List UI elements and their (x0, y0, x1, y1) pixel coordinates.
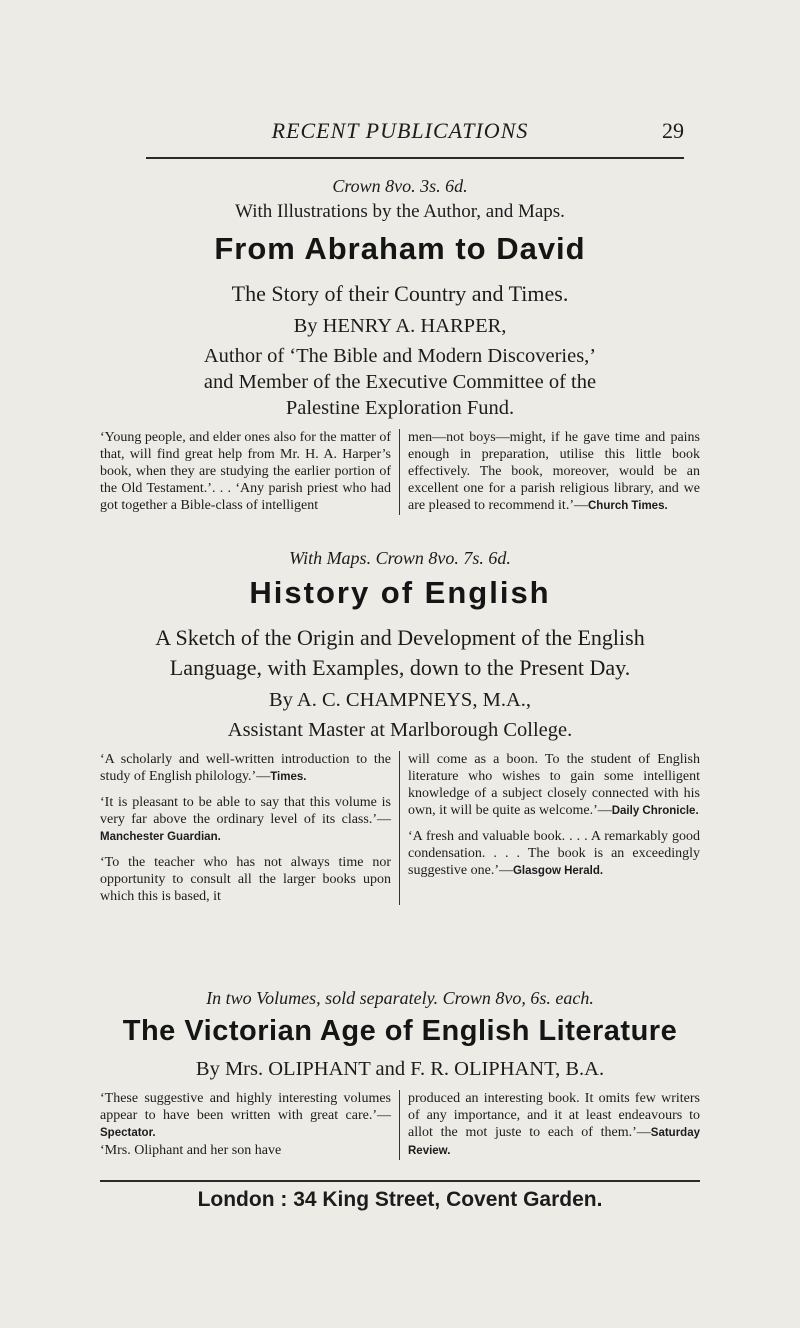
review-text: ‘These suggestive and highly interesting volumes appear to have been written with great care.’— (100, 1091, 391, 1123)
running-title: RECENT PUBLICATIONS (271, 118, 529, 143)
review-column-right (400, 1090, 700, 1160)
review-source: Daily Chronicle. (611, 805, 699, 817)
book-title: From Abraham to David (214, 231, 586, 266)
header-rule (146, 157, 684, 159)
book-format: In two Volumes, sold separately. Crown 8vo, 6s. each. (206, 988, 594, 1008)
author-credentials: Assistant Master at Marlborough College. (227, 719, 573, 741)
review-source: Manchester Guardian. (100, 831, 221, 843)
book-subtitle: The Story of their Country and Times. (231, 281, 569, 306)
review-source: Times. (270, 771, 307, 783)
review-source: Saturday Review. (408, 1127, 700, 1157)
review-text: ‘To the teacher who has not always time nor opportunity to consult all the larger books upon which this is based, it (100, 855, 391, 904)
review-paragraph (100, 1090, 391, 1142)
footer-rule (100, 1180, 700, 1182)
review-paragraph (100, 794, 391, 846)
book-entry-victorian-age (100, 988, 700, 1160)
book-format: With Maps. Crown 8vo. 7s. 6d. (289, 548, 511, 568)
review-text: produced an interesting book. It omits few writers of any importance, and it at least endeavours to allot the mot juste to each of them.’— (408, 1091, 700, 1140)
book-title: The Victorian Age of English Literature (122, 1015, 678, 1047)
review-column-left (100, 1090, 400, 1160)
page-number: 29 (662, 118, 684, 143)
publisher-address: London : 34 King Street, Covent Garden. (197, 1188, 603, 1211)
review-text: ‘Young people, and elder ones also for the matter of that, will find great help from Mr. H. A. Harper’s book, when they are studying the earlier portion of the Old Testament.’. . . ‘Any parish priest who had got together a Bible-class of intelligent (100, 430, 391, 513)
review-paragraph (408, 751, 700, 820)
book-subtitle-2: Language, with Examples, down to the Present Day. (169, 655, 631, 680)
review-source: Spectator. (100, 1127, 156, 1139)
review-text: ‘A scholarly and well-written introduction to the study of English philology.’— (100, 752, 391, 784)
book-subtitle-1: A Sketch of the Origin and Development of the English (155, 625, 645, 650)
book-title: History of English (249, 575, 551, 610)
book-format: Crown 8vo. 3s. 6d. (332, 176, 468, 196)
review-text: men—not boys—might, if he gave time and pains enough in preparation, utilise this little book effectively. The book, moreover, would be an excellent one for a parish religious library, and we are pleased to recommend it.’— (408, 430, 700, 513)
review-paragraph (100, 751, 391, 786)
review-text: ‘A fresh and valuable book. . . . A remarkably good condensation. . . . The book is an exceedingly suggestive one.’— (408, 829, 700, 878)
review-columns (100, 429, 700, 515)
author-credentials-1: Author of ‘The Bible and Modern Discoveries,’ (203, 345, 597, 367)
review-column-left (100, 429, 400, 515)
book-author: By A. C. CHAMPNEYS, M.A., (269, 689, 531, 711)
author-credentials-2: and Member of the Executive Committee of the (203, 371, 597, 393)
review-paragraph (408, 1090, 700, 1160)
review-column-right (400, 429, 700, 515)
book-author: By Mrs. OLIPHANT and F. R. OLIPHANT, B.A. (195, 1058, 605, 1080)
review-text: ‘It is pleasant to be able to say that this volume is very far above the ordinary level of its class.’— (100, 795, 391, 827)
review-columns (100, 751, 700, 905)
book-author: By HENRY A. HARPER, (293, 315, 507, 337)
review-source: Church Times. (587, 500, 668, 512)
book-entry-history-english (100, 548, 700, 905)
review-text: will come as a boon. To the student of English literature who wishes to gain some intelligent knowledge of a subject closely connected with his own, it will be quite as welcome.’— (408, 752, 700, 818)
book-entry-abraham (100, 176, 700, 515)
review-paragraph (100, 1142, 391, 1159)
author-credentials-3: Palestine Exploration Fund. (285, 397, 515, 419)
book-illustrations-note: With Illustrations by the Author, and Maps. (235, 201, 565, 222)
review-paragraph (408, 828, 700, 880)
review-column-right (400, 751, 700, 905)
review-columns (100, 1090, 700, 1160)
review-text: ‘Mrs. Oliphant and her son have (100, 1143, 282, 1158)
review-source: Glasgow Herald. (512, 865, 604, 877)
review-paragraph (100, 854, 391, 905)
review-column-left (100, 751, 400, 905)
